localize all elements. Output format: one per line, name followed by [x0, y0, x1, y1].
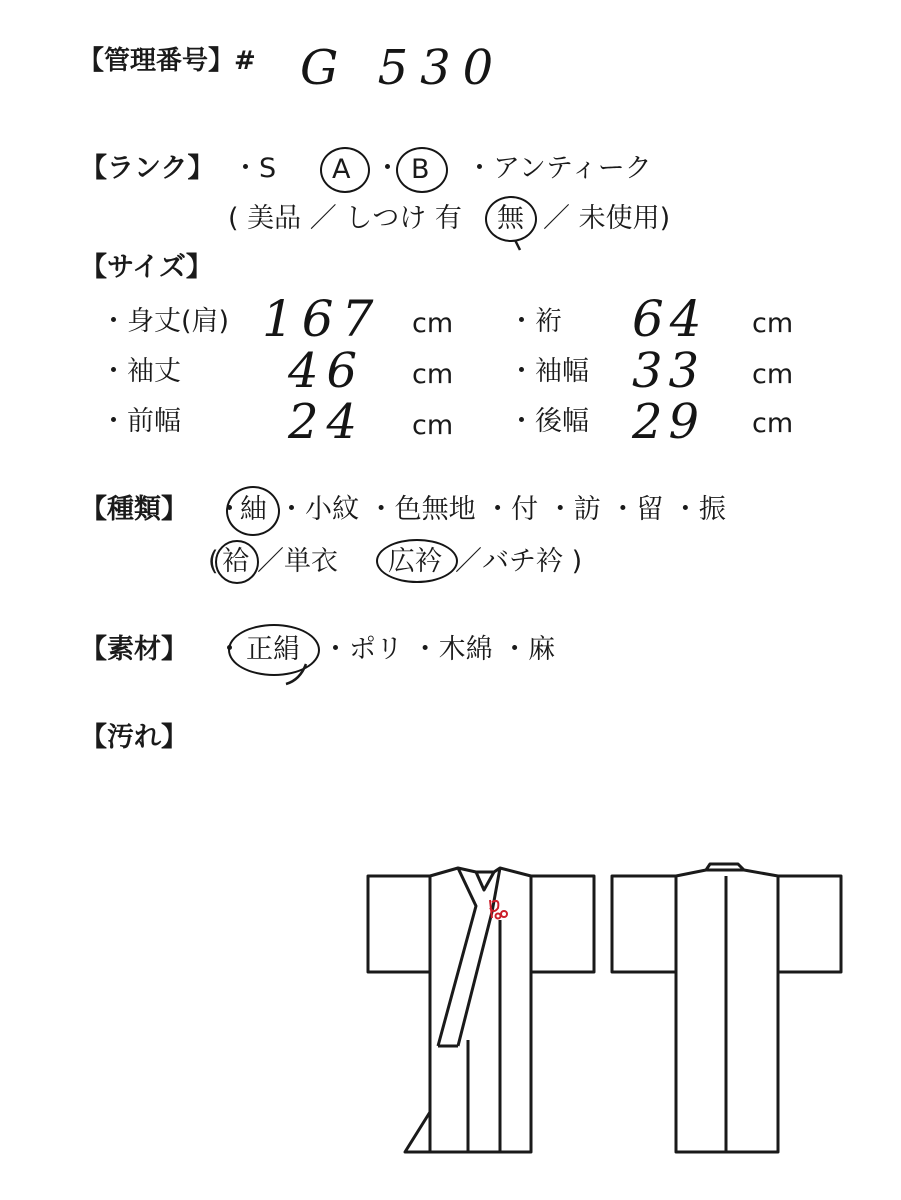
- mgmt-number-value: G 530: [300, 40, 506, 96]
- size-label-length: ・身丈(肩): [100, 306, 230, 337]
- rank-option-b: B: [411, 154, 430, 185]
- size-value-sleeve-length: 46: [288, 343, 366, 399]
- kimono-front-diagram: [368, 868, 594, 1152]
- material-label: 【素材】: [80, 634, 188, 665]
- size-value-length: 167: [262, 290, 382, 348]
- size-value-front-width: 24: [288, 394, 366, 450]
- size-unit-front-width: cm: [412, 410, 454, 441]
- type2-hitoe: ／単衣: [257, 546, 338, 577]
- ink-tail: [286, 664, 306, 684]
- mgmt-number-label: 【管理番号】#: [78, 46, 256, 76]
- type2-hiroeri: 広衿: [388, 546, 442, 577]
- size-unit-yuki: cm: [752, 308, 794, 339]
- condition-after: ／ 未使用): [543, 203, 671, 234]
- rank-option-s: ・S: [232, 153, 277, 184]
- type-options-rest: ・小紋 ・色無地 ・付 ・訪 ・留 ・振: [278, 494, 726, 525]
- ink-tick: [515, 240, 520, 250]
- size-unit-back-width: cm: [752, 408, 794, 439]
- material-options-rest: ・ポリ ・木綿 ・麻: [322, 634, 556, 665]
- size-unit-length: cm: [412, 308, 454, 339]
- material-option-silk: 正絹: [246, 634, 300, 665]
- size-unit-sleeve-width: cm: [752, 359, 794, 390]
- rank-label: 【ランク】: [80, 153, 215, 184]
- size-label-sleeve-width: ・袖幅: [508, 356, 589, 387]
- size-label: 【サイズ】: [80, 252, 213, 283]
- type2-bachieri: ／バチ衿 ): [455, 546, 583, 577]
- rank-option-antique: ・アンティーク: [466, 153, 652, 184]
- size-value-sleeve-width: 33: [632, 343, 706, 399]
- rank-option-a: A: [332, 154, 351, 185]
- size-unit-sleeve-length: cm: [412, 359, 454, 390]
- condition-none: 無: [497, 203, 524, 234]
- size-label-front-width: ・前幅: [100, 406, 181, 437]
- type-option-dot: ・: [216, 494, 243, 525]
- type2-open-paren: (: [208, 546, 219, 577]
- size-label-sleeve-length: ・袖丈: [100, 356, 181, 387]
- material-option-dot: ・: [216, 634, 243, 665]
- size-value-back-width: 29: [632, 394, 706, 450]
- size-label-yuki: ・裄: [508, 306, 562, 337]
- size-value-yuki: 64: [632, 290, 708, 348]
- type-option-tsumugi: 紬: [240, 494, 267, 525]
- size-label-back-width: ・後幅: [508, 406, 589, 437]
- stain-label: 【汚れ】: [80, 722, 188, 753]
- kimono-back-diagram: [612, 864, 841, 1152]
- type-label: 【種類】: [80, 494, 188, 525]
- type2-awase: 袷: [222, 546, 249, 577]
- condition-before: ( 美品 ／ しつけ 有: [228, 203, 462, 234]
- rank-separator: ・: [374, 153, 401, 184]
